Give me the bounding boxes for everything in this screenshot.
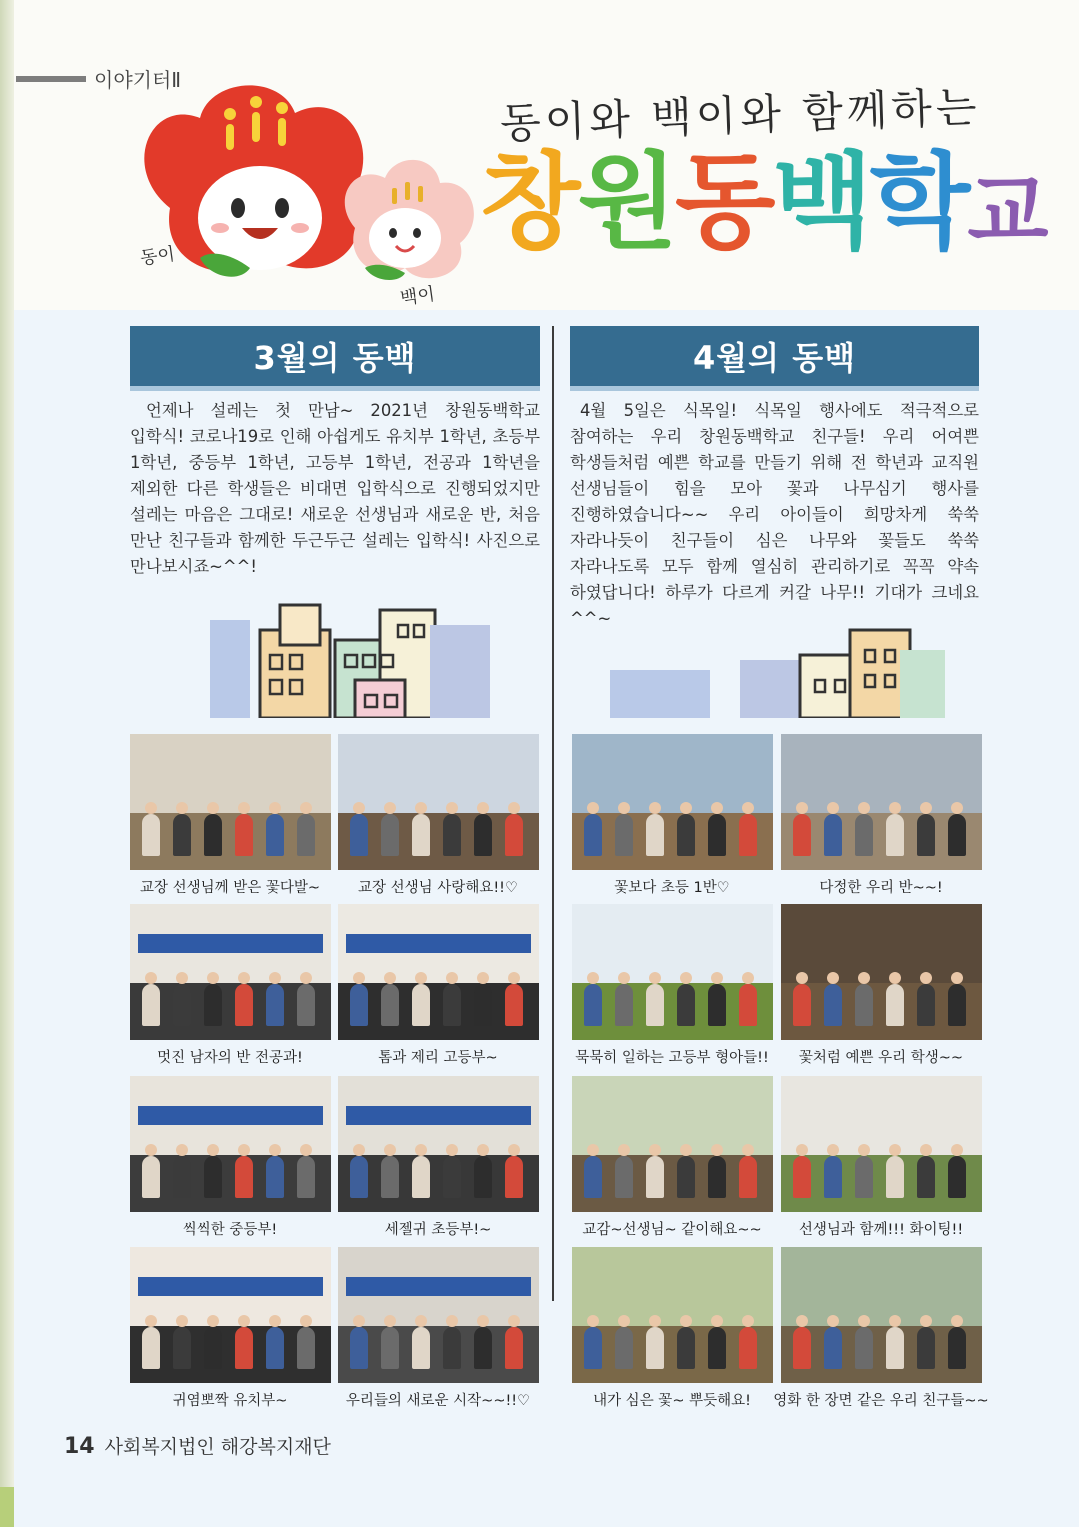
photo-caption: 다정한 우리 반~~!	[819, 880, 943, 896]
photo-background	[338, 734, 539, 813]
photo-person	[505, 1156, 523, 1198]
photo	[781, 1076, 982, 1212]
photo-person	[584, 1156, 602, 1198]
photo-person	[443, 984, 461, 1026]
photo	[338, 1247, 539, 1383]
mascot-baegi-label: 백이	[398, 283, 437, 310]
photo-person	[615, 1327, 633, 1369]
photo-background	[572, 904, 773, 983]
photo	[572, 1076, 773, 1212]
photo-person	[350, 1327, 368, 1369]
photo	[572, 904, 773, 1040]
photo-person	[739, 1156, 757, 1198]
page-edge	[0, 0, 14, 1527]
photo-person	[204, 1327, 222, 1369]
photo-person	[474, 1156, 492, 1198]
photo-person	[173, 984, 191, 1026]
publisher-name: 사회복지법인 해강복지재단	[104, 1436, 331, 1458]
photo-caption: 꽃보다 초등 1반♡	[614, 880, 730, 896]
photo-banner	[138, 934, 323, 953]
photo-background	[572, 1076, 773, 1155]
photo-person	[204, 814, 222, 856]
photo-person	[173, 1327, 191, 1369]
photo	[781, 1247, 982, 1383]
school-title-char: 동	[674, 141, 773, 263]
photo-person	[235, 1327, 253, 1369]
school-title-char: 백	[772, 141, 870, 263]
photo-person	[708, 1156, 726, 1198]
photo-person	[855, 1156, 873, 1198]
photo	[338, 904, 539, 1040]
photo-banner	[138, 1277, 323, 1296]
photo-person	[412, 984, 430, 1026]
photo-person	[793, 1156, 811, 1198]
photo-person	[886, 1327, 904, 1369]
mascot-illustration	[130, 78, 490, 308]
photo-person	[142, 984, 160, 1026]
dongi-flower-icon	[144, 85, 363, 276]
photo-background	[781, 1076, 982, 1155]
photo-person	[350, 814, 368, 856]
photo-person	[677, 1327, 695, 1369]
photo-caption: 귀염뽀짝 유치부~	[172, 1393, 288, 1409]
photo-person	[297, 1156, 315, 1198]
photo	[781, 734, 982, 870]
photo-person	[793, 984, 811, 1026]
school-title-char: 원	[577, 141, 675, 263]
photo-person	[381, 1156, 399, 1198]
photo-person	[708, 1327, 726, 1369]
school-title-char: 교	[967, 163, 1046, 261]
photo-background	[781, 1247, 982, 1326]
april-paragraph: 4월 5일은 식목일! 식목일 행사에도 적극적으로 참여하는 우리 창원동백학교 친구들! 우리 어여쁜 학생들처럼 예쁜 학교를 만들기 위해 전 학년과 교직원 선생님들이 힘을 모아 꽃과 나무심기 행사를 진행하였습니다~~ 우리 아이들이 희망차게 쑥쑥 자라나듯이 친구들이 심은 나무와 꽃들도 쑥쑥 자라나도록 모두 함께 열심히 관리하기로 꼭꼭 약속 하였답니다! 하루가 다르게 커갈 나무!! 기대가 크네요^^~	[570, 401, 979, 628]
photo-person	[739, 984, 757, 1026]
photo-person	[266, 984, 284, 1026]
photo-person	[708, 984, 726, 1026]
page-number: 14	[64, 1434, 95, 1459]
photo-person	[204, 984, 222, 1026]
photo-person	[615, 984, 633, 1026]
photo	[130, 1247, 331, 1383]
photo-person	[412, 814, 430, 856]
march-heading: 3월의 동백	[130, 326, 540, 391]
photo-banner	[346, 1106, 531, 1125]
photo	[130, 904, 331, 1040]
photo-person	[948, 814, 966, 856]
photo-person	[646, 984, 664, 1026]
photo-person	[142, 1156, 160, 1198]
photo-caption: 묵묵히 일하는 고등부 형아들!!	[575, 1050, 769, 1066]
photo	[781, 904, 982, 1040]
photo-person	[855, 814, 873, 856]
photo-person	[266, 814, 284, 856]
photo-person	[615, 814, 633, 856]
photo-person	[297, 984, 315, 1026]
photo-person	[948, 1156, 966, 1198]
photo	[338, 734, 539, 870]
photo-background	[130, 734, 331, 813]
photo-person	[350, 1156, 368, 1198]
photo-person	[381, 1327, 399, 1369]
photo-person	[646, 1327, 664, 1369]
city-illustration-left	[160, 600, 520, 718]
photo-person	[266, 1156, 284, 1198]
photo-person	[173, 814, 191, 856]
photo-person	[615, 1156, 633, 1198]
baegi-flower-icon	[345, 160, 474, 280]
city-illustration-right	[610, 620, 950, 718]
photo-caption: 선생님과 함께!!! 화이팅!!	[798, 1222, 964, 1238]
photo-person	[948, 984, 966, 1026]
page-footer	[64, 1432, 331, 1459]
photo-person	[505, 814, 523, 856]
photo-person	[917, 1156, 935, 1198]
photo-background	[781, 734, 982, 813]
photo-caption: 꽃처럼 예쁜 우리 학생~~	[798, 1050, 964, 1066]
photo	[338, 1076, 539, 1212]
photo-person	[142, 814, 160, 856]
photo-person	[173, 1156, 191, 1198]
mascot-dongi-label: 동이	[138, 243, 177, 270]
page-subtitle: 동이와 백이와 함께하는	[499, 82, 982, 149]
photo-person	[824, 1327, 842, 1369]
photo-caption: 우리들의 새로운 시작~~!!♡	[345, 1393, 531, 1409]
photo-person	[297, 814, 315, 856]
photo-person	[474, 814, 492, 856]
photo-person	[793, 1327, 811, 1369]
photo-person	[917, 984, 935, 1026]
photo-caption: 교감~선생님~ 같이해요~~	[582, 1222, 762, 1238]
photo-caption: 씩씩한 중등부!	[182, 1222, 278, 1238]
april-heading: 4월의 동백	[570, 326, 979, 391]
photo-caption: 세젤귀 초등부!~	[384, 1222, 492, 1238]
photo-person	[824, 814, 842, 856]
photo-person	[235, 1156, 253, 1198]
photo-person	[584, 814, 602, 856]
photo-person	[677, 814, 695, 856]
photo-person	[855, 984, 873, 1026]
section-label-text: 이야기터Ⅱ	[94, 68, 182, 92]
photo-person	[204, 1156, 222, 1198]
photo-person	[412, 1327, 430, 1369]
photo-person	[443, 1327, 461, 1369]
photo	[572, 1247, 773, 1383]
photo-person	[584, 984, 602, 1026]
photo-person	[505, 1327, 523, 1369]
photo-background	[781, 904, 982, 983]
photo	[130, 1076, 331, 1212]
photo-person	[474, 1327, 492, 1369]
photo-person	[297, 1327, 315, 1369]
photo	[572, 734, 773, 870]
photo-person	[917, 1327, 935, 1369]
photo-person	[886, 1156, 904, 1198]
photo-person	[474, 984, 492, 1026]
march-paragraph: 언제나 설레는 첫 만남~ 2021년 창원동백학교 입학식! 코로나19로 인해 아쉽게도 유치부 1학년, 초등부 1학년, 중등부 1학년, 고등부 1학년, 전공과 1학년을 제외한 다른 학생들은 비대면 입학식으로 진행되었지만 설레는 마음은 그대로! 새로운 선생님과 새로운 반, 처음 만난 친구들과 함께한 두근두근 설레는 입학식! 사진으로 만나보시죠~^^!	[130, 401, 540, 576]
photo-person	[412, 1156, 430, 1198]
photo-person	[350, 984, 368, 1026]
photo-person	[235, 814, 253, 856]
photo	[130, 734, 331, 870]
school-title	[480, 141, 1046, 263]
photo-person	[855, 1327, 873, 1369]
photo-background	[572, 734, 773, 813]
photo-caption: 톰과 제리 고등부~	[378, 1050, 498, 1066]
photo-person	[646, 814, 664, 856]
photo-person	[142, 1327, 160, 1369]
photo-person	[677, 1156, 695, 1198]
photo-person	[824, 1156, 842, 1198]
school-title-char: 학	[869, 141, 968, 263]
photo-person	[708, 814, 726, 856]
photo-caption: 교장 선생님께 받은 꽃다발~	[139, 880, 321, 896]
photo-person	[917, 814, 935, 856]
photo-person	[824, 984, 842, 1026]
photo-person	[381, 984, 399, 1026]
photo-person	[677, 984, 695, 1026]
column-divider	[552, 326, 554, 1301]
photo-person	[646, 1156, 664, 1198]
photo-person	[739, 1327, 757, 1369]
photo-person	[886, 984, 904, 1026]
photo-person	[443, 1156, 461, 1198]
photo-caption: 영화 한 장면 같은 우리 친구들~~	[773, 1393, 989, 1409]
photo-caption: 교장 선생님 사랑해요!!♡	[358, 880, 518, 896]
photo-person	[948, 1327, 966, 1369]
photo-banner	[346, 1277, 531, 1296]
photo-person	[584, 1327, 602, 1369]
photo-person	[505, 984, 523, 1026]
school-title-char: 창	[480, 141, 578, 263]
photo-person	[381, 814, 399, 856]
photo-background	[572, 1247, 773, 1326]
photo-person	[886, 814, 904, 856]
photo-caption: 내가 심은 꽃~ 뿌듯해요!	[593, 1393, 751, 1409]
photo-person	[443, 814, 461, 856]
photo-banner	[138, 1106, 323, 1125]
photo-person	[266, 1327, 284, 1369]
photo-person	[793, 814, 811, 856]
photo-banner	[346, 934, 531, 953]
section-label-bar	[16, 76, 86, 82]
photo-person	[739, 814, 757, 856]
photo-caption: 멋진 남자의 반 전공과!	[157, 1050, 303, 1066]
photo-person	[235, 984, 253, 1026]
